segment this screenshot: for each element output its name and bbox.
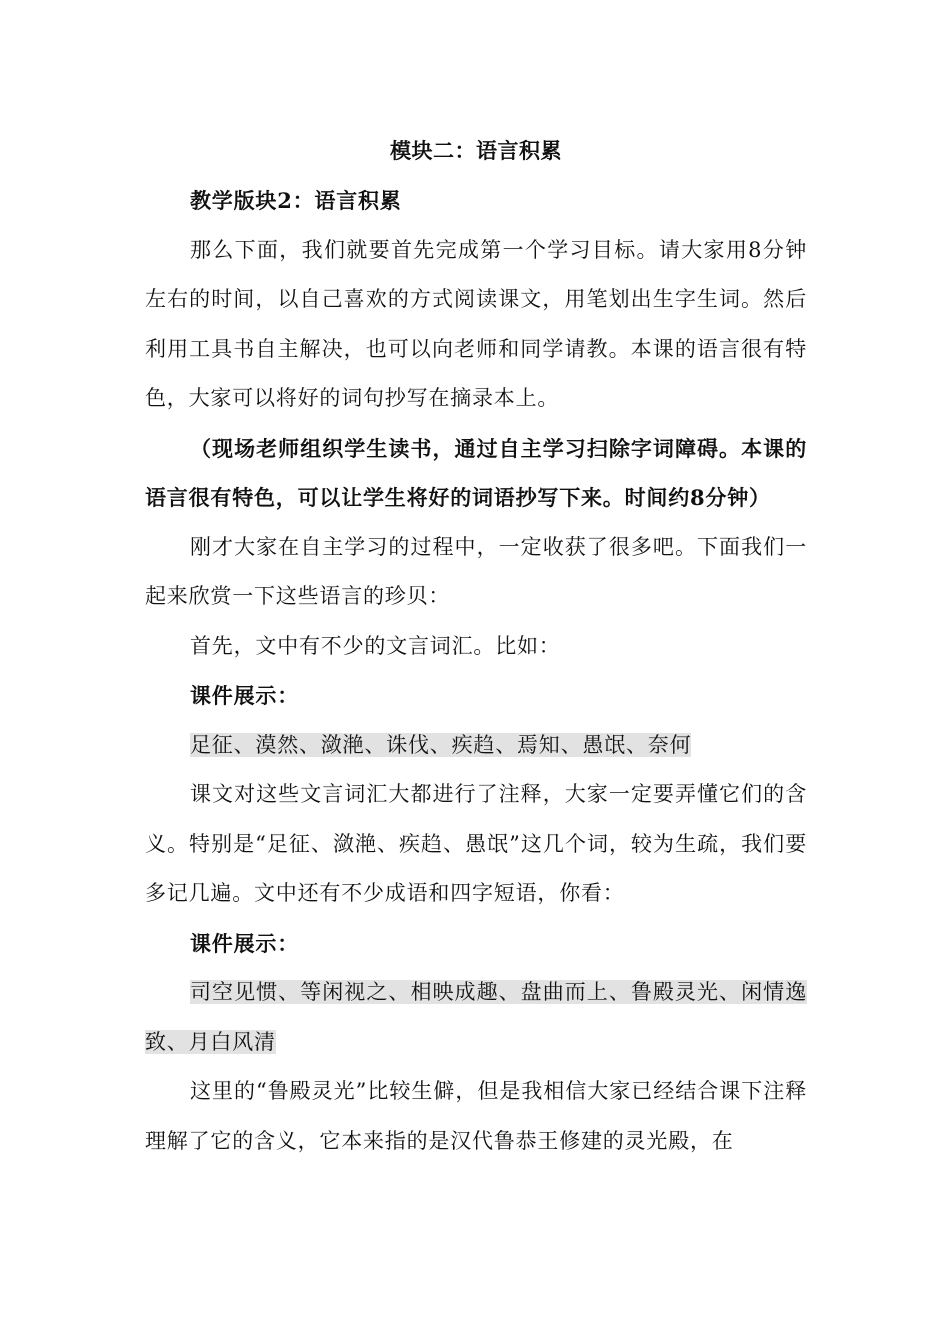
courseware-label: 课件展示： — [190, 930, 299, 956]
courseware-label: 课件展示： — [190, 683, 299, 708]
paragraph-explanation: 这里的“鲁殿灵光”比较生僻，但是我相信大家已经结合课下注释理解了它的含义，它本来指的是汉代鲁恭王修建的灵光殿，在 — [145, 1079, 807, 1153]
paragraph-reflection: 刚才大家在自主学习的过程中，一定收获了很多吧。下面我们一起来欣赏一下这些语言的珍贝： — [145, 534, 807, 608]
teacher-note: （现场老师组织学生读书，通过自主学习扫除字词障碍。本课的语言很有特色，可以让学生将好的词语抄写下来。时间约8分钟） — [145, 435, 807, 510]
document-body — [145, 126, 807, 1166]
paragraph-classical-intro: 首先，文中有不少的文言词汇。比如： — [190, 633, 561, 658]
courseware-box — [145, 721, 807, 771]
paragraph-annotations: 课文对这些文言词汇大都进行了注释，大家一定要弄懂它们的含义。特别是“足征、潋滟、疾趋、愚氓”这几个词，较为生疏，我们要多记几遍。文中还有不少成语和四字短语，你看： — [145, 782, 807, 905]
courseware-box — [145, 968, 807, 1067]
document-title: 模块二：语言积累 — [390, 138, 562, 163]
section-heading: 教学版块2：语言积累 — [190, 188, 402, 213]
paragraph-instructions: 那么下面，我们就要首先完成第一个学习目标。请大家用8分钟左右的时间，以自己喜欢的方式阅读课文，用笔划出生字生词。然后利用工具书自主解决，也可以向老师和同学请教。本课的语言很有特色，大家可以将好的词句抄写在摘录本上。 — [145, 237, 807, 410]
courseware-classical-words: 足征、漠然、潋滟、诛伐、疾趋、焉知、愚氓、奈何 — [190, 732, 692, 757]
courseware-idioms: 司空见惯、等闲视之、相映成趣、盘曲而上、鲁殿灵光、闲情逸致、月白风清 — [145, 980, 807, 1054]
